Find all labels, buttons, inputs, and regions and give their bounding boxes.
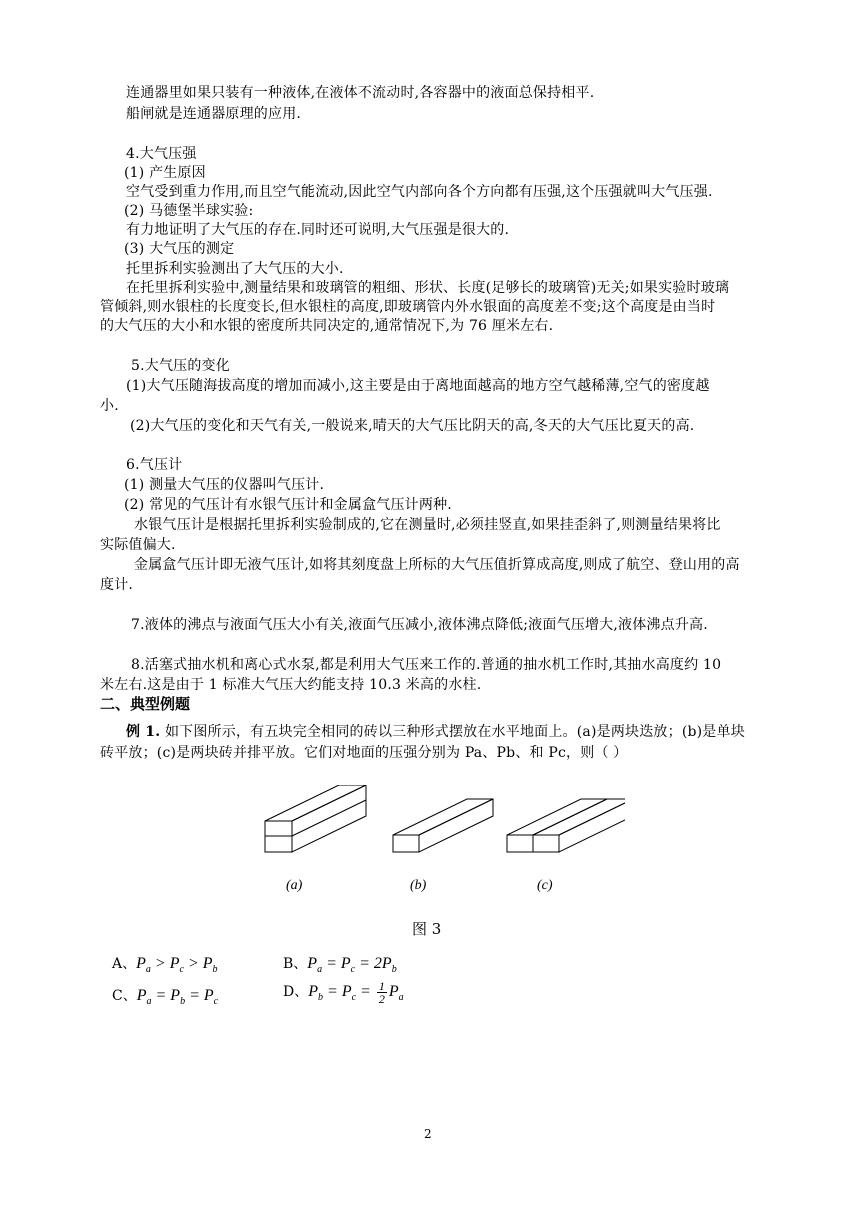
section-5-item-2: (2)大气压的变化和天气有关,一般说来,晴天的大气压比阴天的高,冬天的大气压比夏天的高. xyxy=(130,418,695,434)
brick-stack-a xyxy=(265,785,366,852)
option-d-label: D、 xyxy=(283,984,309,1001)
section-6-title: 6.气压计 xyxy=(126,457,183,473)
torricelli-line-1: 在托里拆利实验中,测量结果和玻璃管的粗细、形状、长度(足够长的玻璃管)无关;如果实验时玻璃 xyxy=(126,280,730,296)
mercury-barometer-line-1: 水银气压计是根据托里拆利实验制成的,它在测量时,必须挂竖直,如果挂歪斜了,则测量结果将比 xyxy=(134,517,721,533)
brick-single-b xyxy=(393,799,493,852)
section-4-item-3-text: 托里拆利实验测出了大气压的大小. xyxy=(126,261,344,277)
section-4-item-2-text: 有力地证明了大气压的存在.同时还可说明,大气压强是很大的. xyxy=(126,222,510,238)
section-6-item-1: (1) 测量大气压的仪器叫气压计. xyxy=(124,477,325,493)
paragraph-connected-vessels: 连通器里如果只装有一种液体,在液体不流动时,各容器中的液面总保持相平. xyxy=(126,85,595,101)
option-a-label: A、 xyxy=(112,956,137,972)
brick-pair-c xyxy=(507,799,625,852)
section-4-item-3: (3) 大气压的测定 xyxy=(124,241,235,257)
section-5-item-1-cont: 小. xyxy=(100,398,119,414)
option-a[interactable] xyxy=(112,954,218,980)
section-8-line-2: 米左右.这是由于 1 标准大气压大约能支持 10.3 米高的水柱. xyxy=(100,677,482,693)
option-b-label: B、 xyxy=(283,956,308,972)
section-6-item-2: (2) 常见的气压计有水银气压计和金属盒气压计两种. xyxy=(124,497,452,513)
option-d-formula: $P_b = P_c$ = $\frac{1}{2}$ $P_a$ xyxy=(308,979,404,1006)
aneroid-barometer-line-1: 金属盒气压计即无液气压计,如将其刻度盘上所标的大气压值折算成高度,则成了航空、登山用的高 xyxy=(134,557,740,573)
torricelli-line-2: 管倾斜,则水银柱的长度变长,但水银柱的高度,即玻璃管内外水银面的高度差不变;这个高度是由当时 xyxy=(100,299,716,315)
option-c-label: C、 xyxy=(112,988,137,1004)
bricks-figure xyxy=(255,785,625,895)
example-1-line-1 xyxy=(126,723,745,741)
example-1-text: 如下图所示，有五块完全相同的砖以三种形式摆放在水平地面上。(a)是两块迭放；(b)是单块 xyxy=(164,724,745,740)
caption-c: (c) xyxy=(537,878,553,893)
option-b-formula: $P_a = P_c = 2P_b$ xyxy=(307,955,397,975)
caption-b: (b) xyxy=(410,878,427,893)
paragraph-ship-lock: 船闸就是连通器原理的应用. xyxy=(126,106,302,122)
section-4-item-2: (2) 马德堡半球实验: xyxy=(124,203,254,219)
section-4-title: 4.大气压强 xyxy=(126,146,197,162)
option-c[interactable] xyxy=(112,986,218,1012)
torricelli-line-3: 的大气压的大小和水银的密度所共同决定的,通常情况下,为 76 厘米左右. xyxy=(100,318,554,334)
option-a-formula: $P_a > P_c > P_b$ xyxy=(136,955,218,975)
caption-a: (a) xyxy=(286,878,303,893)
figure-title: 图 3 xyxy=(412,920,442,938)
section-heading-examples: 二、典型例题 xyxy=(100,695,191,713)
option-b[interactable] xyxy=(283,954,397,980)
fraction-one-half: $\frac{1}{2}$ xyxy=(378,979,385,1006)
example-1-line-2: 砖平放；(c)是两块砖并排平放。它们对地面的压强分别为 Pa、Pb、和 Pc，则（ ） xyxy=(100,745,628,761)
example-1-label: 例 1. xyxy=(126,724,161,740)
section-5-title: 5.大气压的变化 xyxy=(131,358,230,374)
section-4-item-1-text: 空气受到重力作用,而且空气能流动,因此空气内部向各个方向都有压强,这个压强就叫大气压强. xyxy=(126,184,713,200)
mercury-barometer-line-2: 实际值偏大. xyxy=(100,537,176,553)
option-c-formula: $P_a = P_b = P_c$ xyxy=(136,987,219,1007)
section-5-item-1: (1)大气压随海拔高度的增加而减小,这主要是由于离地面越高的地方空气越稀薄,空气的密度越 xyxy=(126,378,710,394)
page-number: 2 xyxy=(424,1127,432,1141)
section-7: 7.液体的沸点与液面气压大小有关,液面气压减小,液体沸点降低;液面气压增大,液体沸点升高. xyxy=(131,617,708,633)
section-8-line-1: 8.活塞式抽水机和离心式水泵,都是利用大气压来工作的.普通的抽水机工作时,其抽水高度约 10 xyxy=(131,657,722,673)
aneroid-barometer-line-2: 度计. xyxy=(100,577,134,593)
section-4-item-1: (1) 产生原因 xyxy=(124,165,206,181)
option-d[interactable] xyxy=(283,980,404,1008)
